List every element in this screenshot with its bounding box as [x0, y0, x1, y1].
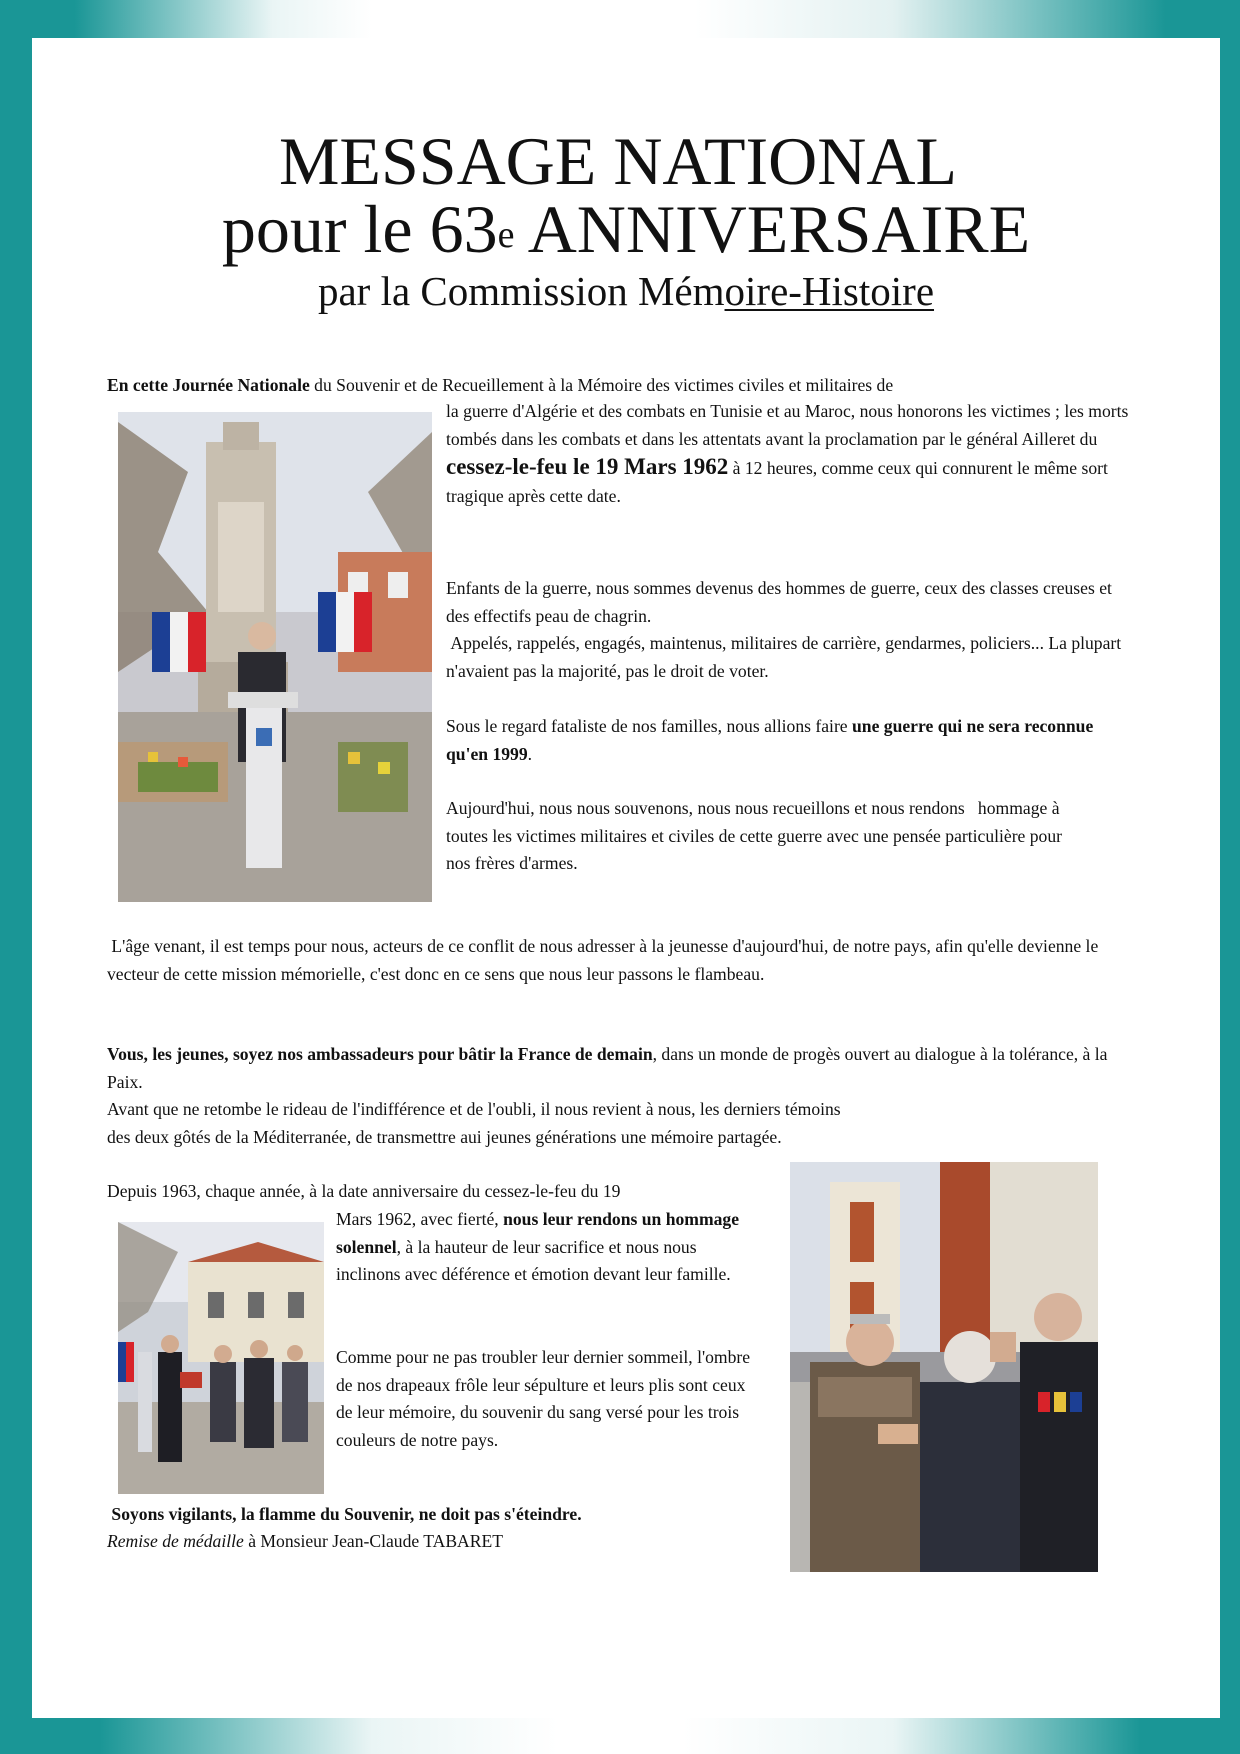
paragraph-jeunes: Vous, les jeunes, soyez nos ambassadeurs pour bâtir la France de demain, dans un monde de progès ouvert au dialogue à la tolérance, à la Paix.: [107, 1044, 1108, 1092]
paragraph-regard: Sous le regard fataliste de nos familles, nous allions faire une guerre qui ne sera reconnue qu'en 1999.: [446, 716, 1094, 764]
title-line-1: MESSAGE NATIONAL: [278, 123, 958, 199]
photo-medal-ceremony: [790, 1162, 1098, 1572]
paragraph-enfants: Enfants de la guerre, nous sommes devenus des hommes de guerre, ceux des classes creuses et des effectifs peau de chagrin. Appelés, rappelés, engagés, maintenus, militaires de carrière, gendarmes, policiers... La plupart n'avaient pas la majorité, pas le droit de voter.: [446, 578, 1126, 681]
page-frame-right: [1220, 0, 1240, 1754]
photo-monument-ceremony: [118, 412, 432, 902]
paragraph-rideau: Avant que ne retombe le rideau de l'indifférence et de l'oubli, il nous revient à nous, les derniers témoins des deux gôtés de la Méditerranée, de transmettre aui jeunes générations une mémoire partagée.: [107, 1099, 841, 1147]
photo-caption: Remise de médaille à Monsieur Jean-Claude TABARET: [107, 1531, 503, 1551]
paragraph-sommeil: Comme pour ne pas troubler leur dernier sommeil, l'ombre de nos drapeaux frôle leur sépulture et leurs plis sont ceux de leur mémoire, du souvenir du sang versé pour les trois couleurs de notre pays.: [336, 1347, 751, 1450]
photo-village-gathering: [118, 1222, 324, 1494]
paragraph-aujourdhui: Aujourd'hui, nous nous souvenons, nous nous recueillons et nous rendons hommage à toutes les victimes militaires et civiles de cette guerre avec une pensée particulière pour nos frères d'armes.: [446, 798, 1067, 874]
underlined-word: oire-Histoire: [724, 268, 935, 314]
ceasefire-date: cessez-le-feu le 19 Mars 1962: [446, 454, 729, 480]
title-line-2: pour le 63e ANNIVERSAIRE: [221, 191, 1031, 267]
closing-motto: Soyons vigilants, la flamme du Souvenir, ne doit pas s'éteindre.: [107, 1504, 582, 1524]
paragraph-age: L'âge venant, il est temps pour nous, acteurs de ce conflit de nous adresser à la jeunesse d'aujourd'hui, de notre pays, afin qu'elle devienne le vecteur de cette mission mémorielle, c'est donc en ce sens que nous leur passons le flambeau.: [107, 936, 1103, 984]
paragraph-depuis-lead: Depuis 1963, chaque année, à la date anniversaire du cessez-le-feu du 19: [107, 1181, 621, 1201]
title-subtitle: par la Commission Mémoire-Histoire: [317, 268, 935, 314]
intro-lead: En cette Journée Nationale du Souvenir et de Recueillement à la Mémoire des victimes civiles et militaires de: [107, 375, 894, 395]
document-page: [32, 38, 1220, 1718]
page-frame-left: [0, 0, 32, 1754]
caption-italic: Remise de médaille: [107, 1531, 244, 1551]
ordinal-superscript: e: [497, 214, 515, 256]
paragraph-depuis-body: Mars 1962, avec fierté, nous leur rendons un hommage solennel, à la hauteur de leur sacrifice et nous nous inclinons avec déférence et émotion devant leur famille.: [336, 1209, 740, 1285]
intro-body: la guerre d'Algérie et des combats en Tunisie et au Maroc, nous honorons les victimes ; les morts tombés dans les combats et dans les attentats avant la proclamation par le général Ailleret du cessez-le-feu le 19 Mars 1962 à 12 heures, comme ceux qui connurent le même sort tragique après cette date.: [446, 401, 1129, 506]
page-frame-bottom: [0, 1718, 1240, 1754]
